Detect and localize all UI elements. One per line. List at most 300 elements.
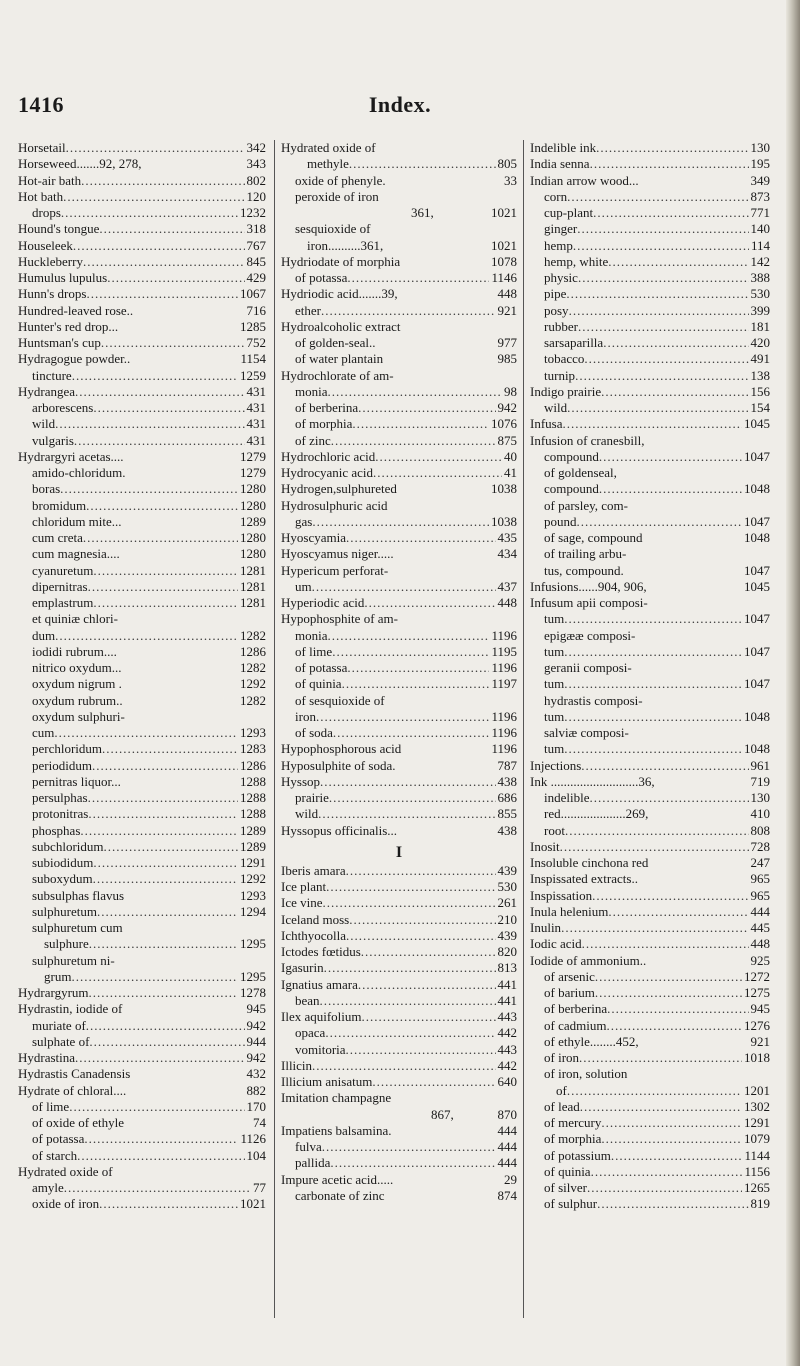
- index-term: of silver: [544, 1180, 587, 1195]
- page-reference: [768, 1066, 770, 1082]
- index-entry: [530, 1001, 770, 1017]
- page-reference: 448: [750, 936, 770, 952]
- index-entry: [281, 514, 517, 530]
- index-entry: [18, 1164, 266, 1180]
- page-reference: 1038: [491, 513, 517, 529]
- dot-leader: [126, 465, 238, 481]
- index-entry: [281, 774, 517, 790]
- page-reference: 1078: [491, 253, 517, 269]
- page-reference: 130: [750, 140, 770, 155]
- index-term: of potassa: [295, 270, 348, 285]
- index-entry: [18, 416, 266, 432]
- index-term: compound: [544, 481, 599, 497]
- dot-leader: [400, 254, 489, 270]
- index-term: wild: [295, 806, 319, 822]
- index-term: tus, compound.: [544, 562, 624, 578]
- page-reference: 945: [750, 1001, 770, 1017]
- page-reference: 1144: [744, 1147, 770, 1163]
- index-entry: [281, 156, 517, 172]
- page-reference: 444: [750, 903, 770, 919]
- dot-leader: [316, 709, 490, 725]
- index-term: of potassium: [544, 1147, 611, 1163]
- index-entry: [18, 286, 266, 302]
- index-entry: [530, 1050, 770, 1066]
- dot-leader: [88, 790, 238, 806]
- index-entry: [530, 1131, 770, 1147]
- dot-leader: [141, 156, 244, 172]
- dot-leader: [66, 140, 245, 156]
- index-entry: [530, 563, 770, 579]
- index-term: tum: [544, 676, 565, 692]
- index-term: Indian arrow wood...: [530, 172, 639, 188]
- page-reference: 1047: [744, 676, 770, 692]
- dot-leader: [124, 888, 238, 904]
- index-term: Ilex aquifolium: [281, 1009, 362, 1024]
- index-entry: [281, 465, 517, 481]
- index-entry: [530, 725, 770, 741]
- page-reference: 925: [750, 952, 770, 968]
- page-reference: 752: [246, 335, 266, 350]
- index-entry: [530, 205, 770, 221]
- index-term: Hyoscyamus niger.....: [281, 546, 394, 562]
- index-entry: [281, 433, 517, 449]
- index-term: Hyperiodic acid: [281, 595, 365, 610]
- index-term: sarsaparilla: [544, 335, 604, 350]
- index-entry: [530, 1148, 770, 1164]
- index-term: Inula helenium: [530, 903, 609, 919]
- dot-leader: [318, 806, 495, 822]
- dot-leader: [332, 644, 489, 660]
- index-term: Hunn's drops: [18, 286, 87, 302]
- dot-leader: [124, 449, 238, 465]
- index-term: of quinia: [295, 676, 342, 692]
- dot-leader: [388, 498, 515, 514]
- index-term: subchloridum: [32, 838, 104, 854]
- index-entry: [530, 1083, 770, 1099]
- index-entry: [530, 286, 770, 302]
- index-entry: [281, 912, 517, 928]
- dot-leader: [578, 319, 749, 335]
- dot-leader: [400, 319, 515, 335]
- page-reference: 1047: [744, 513, 770, 529]
- index-term: of lime: [295, 643, 333, 659]
- dot-leader: [361, 944, 496, 960]
- index-term: Houseleek: [18, 237, 73, 253]
- index-term: hemp: [544, 237, 573, 253]
- index-term: tum: [544, 708, 565, 724]
- dot-leader: [567, 1083, 742, 1099]
- dot-leader: [627, 1066, 768, 1082]
- page-reference: 1045: [744, 416, 770, 432]
- page-reference: 443: [497, 1009, 517, 1024]
- index-entry: [281, 189, 517, 205]
- index-term: of cadmium: [544, 1017, 607, 1033]
- page-reference: 435: [497, 530, 517, 545]
- dot-leader: [386, 173, 502, 189]
- page-reference: 431: [246, 416, 266, 432]
- index-term: nitrico oxydum...: [32, 660, 122, 675]
- index-term: opaca: [295, 1025, 326, 1041]
- page-reference: 444: [497, 1155, 517, 1171]
- index-entry: [18, 1180, 266, 1196]
- page-reference: 420: [750, 335, 770, 350]
- dot-leader: [626, 546, 768, 562]
- index-term: 361,: [411, 205, 434, 220]
- dot-leader: [391, 1090, 515, 1106]
- page-reference: [768, 595, 770, 611]
- page-reference: 1021: [491, 205, 517, 220]
- page-reference: 1293: [240, 725, 266, 740]
- page-reference: 431: [246, 400, 266, 415]
- page-reference: 181: [750, 318, 770, 334]
- page-reference: 874: [497, 1187, 517, 1203]
- dot-leader: [321, 303, 496, 319]
- index-term: of: [556, 1082, 567, 1098]
- index-entry: [18, 546, 266, 562]
- page-reference: 33: [504, 172, 517, 188]
- dot-leader: [564, 676, 742, 692]
- index-term: chloridum mite...: [32, 513, 122, 529]
- page-reference: 342: [246, 140, 266, 155]
- index-term: of parsley, com-: [544, 497, 628, 513]
- page-reference: 1232: [240, 205, 266, 220]
- dot-leader: [370, 221, 515, 237]
- index-term: prairie: [295, 790, 329, 805]
- dot-leader: [349, 912, 495, 928]
- dot-leader: [581, 758, 748, 774]
- index-term: of zinc: [295, 432, 331, 448]
- index-entry: [281, 709, 517, 725]
- page-reference: 1275: [744, 985, 770, 1000]
- index-term: Impure acetic acid.....: [281, 1171, 394, 1187]
- index-entry: [18, 205, 266, 221]
- dot-leader: [123, 920, 264, 936]
- dot-leader: [648, 595, 768, 611]
- page-reference: 767: [246, 237, 266, 253]
- dot-leader: [326, 879, 495, 895]
- index-entry: [18, 936, 266, 952]
- index-term: Hydrogen,sulphureted: [281, 481, 397, 497]
- page-reference: 444: [497, 1122, 517, 1138]
- dot-leader: [122, 1001, 244, 1017]
- dot-leader: [575, 368, 748, 384]
- page-reference: 1280: [240, 481, 266, 497]
- index-entry: [18, 1148, 266, 1164]
- page-reference: 771: [750, 205, 770, 220]
- index-entry: [530, 871, 770, 887]
- index-term: cup-plant: [544, 205, 594, 220]
- index-entry: [530, 1099, 770, 1115]
- page-reference: 1047: [744, 611, 770, 627]
- index-term: Infusa: [530, 416, 563, 432]
- index-entry: [281, 660, 517, 676]
- index-entry: [530, 465, 770, 481]
- dot-leader: [346, 863, 496, 879]
- dot-leader: [101, 335, 245, 351]
- dot-leader: [312, 1058, 495, 1074]
- dot-leader: [61, 205, 238, 221]
- index-term: root: [544, 822, 565, 838]
- dot-leader: [312, 514, 489, 530]
- index-term: Indelible ink: [530, 140, 597, 155]
- dot-leader: [349, 156, 496, 172]
- section-letter: I: [395, 843, 403, 861]
- dot-leader: [121, 774, 238, 790]
- dot-leader: [122, 660, 238, 676]
- dot-leader: [93, 400, 244, 416]
- index-entry: [281, 173, 517, 189]
- dot-leader: [328, 384, 503, 400]
- index-entry: [530, 790, 770, 806]
- index-entry: [18, 628, 266, 644]
- page-reference: 1289: [240, 838, 266, 854]
- index-entry: [530, 351, 770, 367]
- page-reference: 870: [497, 1106, 517, 1122]
- page-reference: 445: [750, 920, 770, 935]
- page-reference: 429: [246, 270, 266, 285]
- dot-leader: [55, 416, 244, 432]
- index-entry: [530, 416, 770, 432]
- index-term: of lime: [32, 1098, 70, 1114]
- page-reference: 1276: [744, 1017, 770, 1033]
- page-reference: 1272: [744, 968, 770, 984]
- index-term: Hot-air bath: [18, 172, 82, 188]
- index-entry: [18, 709, 266, 725]
- page-reference: 140: [750, 221, 770, 237]
- index-entry: [18, 1018, 266, 1034]
- dot-leader: [77, 1148, 244, 1164]
- dot-leader: [563, 416, 743, 432]
- index-term: ginger: [544, 221, 578, 237]
- page-reference: 686: [497, 790, 517, 805]
- index-entry: [18, 481, 266, 497]
- index-term: Hydroalcoholic extract: [281, 318, 401, 334]
- index-term: bean: [295, 992, 320, 1008]
- index-term: Hundred-leaved rose..: [18, 302, 134, 318]
- page-reference: 942: [497, 400, 517, 415]
- index-entry: [18, 855, 266, 871]
- page-reference: 1288: [240, 806, 266, 822]
- dot-leader: [69, 1099, 244, 1115]
- dot-leader: [632, 660, 768, 676]
- index-entry: [281, 806, 517, 822]
- page-reference: [515, 563, 517, 579]
- dot-leader: [393, 1172, 502, 1188]
- dot-leader: [592, 888, 748, 904]
- page-reference: 1291: [744, 1115, 770, 1130]
- page-reference: [264, 1164, 266, 1180]
- index-entry: [530, 904, 770, 920]
- page-reference: 388: [750, 270, 770, 285]
- index-entry: [18, 839, 266, 855]
- page-reference: 431: [246, 432, 266, 448]
- dot-leader: [97, 904, 238, 920]
- index-term: wild: [32, 416, 56, 432]
- page-reference: 74: [253, 1115, 266, 1130]
- page-reference: 1291: [240, 855, 266, 870]
- index-entry: [281, 449, 517, 465]
- index-entry: [530, 1115, 770, 1131]
- dot-leader: [346, 1042, 496, 1058]
- dot-leader: [601, 384, 748, 400]
- dot-leader: [566, 286, 748, 302]
- index-entry: [18, 741, 266, 757]
- index-entry: [18, 433, 266, 449]
- index-term: Iceland moss: [281, 911, 350, 927]
- index-term: oxydum rubrum..: [32, 692, 123, 708]
- dot-leader: [564, 644, 742, 660]
- page-reference: 1295: [240, 936, 266, 952]
- page-reference: 1047: [744, 448, 770, 464]
- page-reference: 98: [504, 383, 517, 399]
- index-term: hydrastis composi-: [544, 692, 643, 708]
- index-term: et quiniæ chlori-: [32, 611, 118, 627]
- index-entry: [281, 1074, 517, 1090]
- index-term: sulphuretum ni-: [32, 952, 115, 968]
- dot-leader: [328, 628, 490, 644]
- page-reference: 1067: [240, 286, 266, 302]
- dot-leader: [60, 481, 238, 497]
- page-reference: [515, 611, 517, 627]
- index-entry: [530, 400, 770, 416]
- page-reference: 1279: [240, 448, 266, 464]
- index-entry: [18, 758, 266, 774]
- index-term: carbonate of zinc: [295, 1187, 385, 1203]
- page-reference: 195: [750, 156, 770, 172]
- index-term: epigææ composi-: [544, 627, 636, 643]
- dot-leader: [587, 1180, 742, 1196]
- dot-leader: [54, 725, 238, 741]
- page-reference: 965: [750, 887, 770, 903]
- index-term: wild: [544, 400, 568, 415]
- page-reference: 1018: [744, 1050, 770, 1065]
- index-term: pallida: [295, 1155, 331, 1171]
- index-entry: [18, 920, 266, 936]
- dot-leader: [358, 400, 495, 416]
- dot-leader: [88, 579, 238, 595]
- dot-leader: [102, 741, 238, 757]
- page-reference: [768, 498, 770, 514]
- dot-leader: [364, 595, 495, 611]
- index-entry: [281, 254, 517, 270]
- page-reference: 813: [497, 960, 517, 976]
- page-reference: 728: [750, 838, 770, 854]
- dot-leader: [578, 270, 749, 286]
- index-term: tum: [544, 611, 565, 627]
- dot-leader: [122, 514, 238, 530]
- index-entry: [530, 156, 770, 172]
- index-term: Inulin: [530, 920, 562, 935]
- page-reference: 1021: [491, 237, 517, 253]
- index-entry: [18, 140, 266, 156]
- page-reference: 855: [497, 806, 517, 822]
- index-entry: [281, 238, 517, 254]
- index-term: um: [295, 578, 312, 594]
- index-term: cum: [32, 725, 55, 740]
- page-reference: 29: [504, 1171, 517, 1187]
- index-entry: [281, 1123, 517, 1139]
- index-term: Horseweed.......92, 278,: [18, 156, 142, 172]
- page-reference: 138: [750, 367, 770, 383]
- index-entry: [530, 546, 770, 562]
- dot-leader: [93, 595, 238, 611]
- page-reference: [768, 433, 770, 449]
- dot-leader: [372, 1074, 495, 1090]
- page-reference: 1281: [240, 595, 266, 610]
- index-term: physic: [544, 270, 578, 285]
- page-reference: 318: [246, 221, 266, 237]
- page-reference: 1076: [491, 416, 517, 432]
- dot-leader: [395, 758, 495, 774]
- page-reference: 1021: [240, 1196, 266, 1212]
- index-entry: [530, 173, 770, 189]
- dot-leader: [577, 514, 743, 530]
- index-term: Hydriodic acid.......39,: [281, 286, 398, 302]
- index-term: Hydrosulphuric acid: [281, 497, 388, 513]
- index-term: of trailing arbu-: [544, 546, 627, 562]
- page-reference: 1294: [240, 903, 266, 919]
- index-term: Hot bath: [18, 188, 64, 204]
- page-reference: [515, 1090, 517, 1106]
- page-reference: 210: [497, 911, 517, 927]
- index-entry: [281, 563, 517, 579]
- index-term: of ethyle........452,: [544, 1033, 639, 1049]
- index-term: of berberina: [544, 1001, 608, 1017]
- dot-leader: [590, 156, 749, 172]
- dot-leader: [608, 904, 748, 920]
- dot-leader: [118, 611, 264, 627]
- page-reference: 1288: [240, 773, 266, 789]
- dot-leader: [104, 839, 239, 855]
- page-reference: 1280: [240, 530, 266, 545]
- index-entry: [281, 993, 517, 1009]
- page-reference: 1156: [744, 1163, 770, 1179]
- dot-leader: [628, 498, 768, 514]
- index-term: Illicium anisatum: [281, 1074, 373, 1089]
- index-term: gas: [295, 513, 313, 529]
- index-entry: [281, 1090, 517, 1106]
- index-entry: [18, 189, 266, 205]
- index-entry: [18, 676, 266, 692]
- index-entry: [530, 481, 770, 497]
- dot-leader: [564, 709, 742, 725]
- page-reference: 1201: [744, 1082, 770, 1098]
- index-entry: [530, 676, 770, 692]
- index-entry: [530, 888, 770, 904]
- index-term: Hyssopus officinalis...: [281, 822, 398, 838]
- index-entry: [530, 774, 770, 790]
- index-entry: [18, 303, 266, 319]
- index-term: Hydrocyanic acid: [281, 465, 374, 480]
- dot-leader: [398, 286, 496, 302]
- page-reference: 1038: [491, 481, 517, 497]
- index-entry: [530, 741, 770, 757]
- page-reference: [515, 498, 517, 514]
- page-reference: 261: [497, 895, 517, 911]
- dot-leader: [107, 270, 244, 286]
- page-reference: 640: [497, 1074, 517, 1089]
- dot-leader: [401, 741, 489, 757]
- page-reference: [515, 221, 517, 237]
- index-term: drops: [32, 205, 61, 220]
- dot-leader: [93, 563, 238, 579]
- index-entry: [18, 969, 266, 985]
- index-term: sulphate of: [32, 1033, 90, 1049]
- index-term: vomitoria: [295, 1041, 346, 1057]
- index-term: Hypophosphorous acid: [281, 741, 402, 757]
- page-reference: 921: [497, 302, 517, 318]
- index-term: Igasurin: [281, 960, 324, 976]
